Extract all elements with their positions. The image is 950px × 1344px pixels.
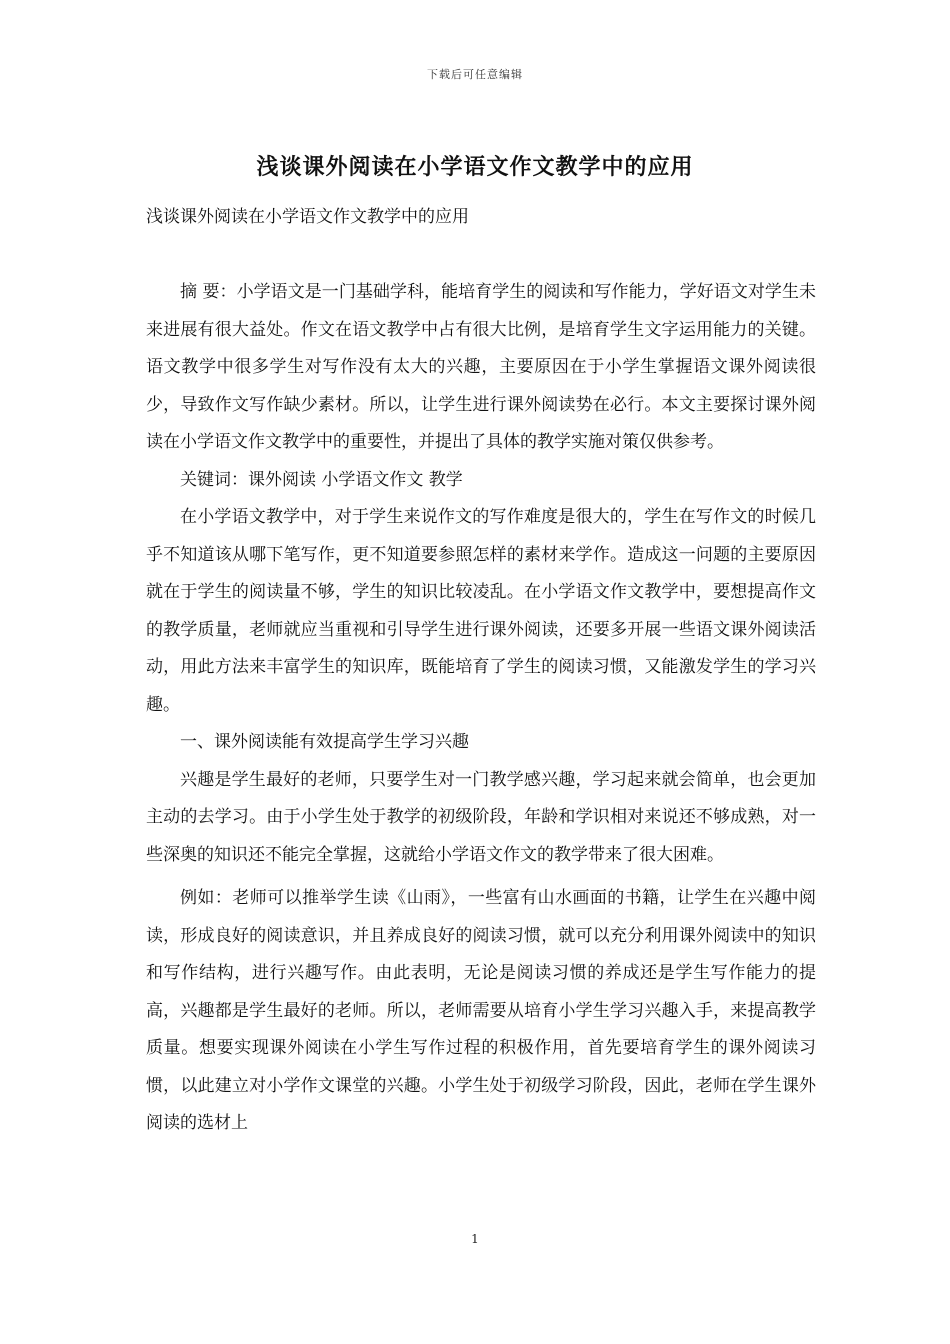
intro-paragraph: 在小学语文教学中，对于学生来说作文的写作难度是很大的，学生在写作文的时候几乎不知道该从哪下笔写作，更不知道要参照怎样的素材来学作。造成这一问题的主要原因就在于学生的阅读量不够，学生的知识比较凌乱。在小学语文作文教学中，要想提高作文的教学质量，老师就应当重视和引导学生进行课外阅读，还要多开展一些语文课外阅读活动，用此方法来丰富学生的知识库，既能培育了学生的阅读习惯，又能激发学生的学习兴趣。 [146, 507, 816, 715]
body-paragraph: 例如：老师可以推举学生读《山雨》，一些富有山水画面的书籍，让学生在兴趣中阅读，形成良好的阅读意识，并且养成良好的阅读习惯，就可以充分利用课外阅读中的知识和写作结构，进行兴趣写作。由此表明，无论是阅读习惯的养成还是学生写作能力的提高，兴趣都是学生最好的老师。所以，老师需要从培育小学生学习兴趣入手，来提高教学质量。想要实现课外阅读在小学生写作过程的积极作用，首先要培育学生的课外阅读习惯，以此建立对小学作文课堂的兴趣。小学生处于初级学习阶段，因此，老师在学生课外阅读的选材上 [146, 888, 816, 1133]
page-number: 1 [471, 1232, 479, 1246]
keywords-line: 关键词：课外阅读 小学语文作文 教学 [180, 469, 463, 490]
document-body [146, 199, 816, 1143]
document-title: 浅谈课外阅读在小学语文作文教学中的应用 [256, 154, 694, 180]
abstract-paragraph: 摘 要：小学语文是一门基础学科，能培育学生的阅读和写作能力，学好语文对学生未来进展有很大益处。作文在语文教学中占有很大比例，是培育学生文字运用能力的关键。语文教学中很多学生对写作没有太大的兴趣，主要原因在于小学生掌握语文课外阅读很少，导致作文写作缺少素材。所以，让学生进行课外阅读势在必行。本文主要探讨课外阅读在小学语文作文教学中的重要性，并提出了具体的教学实施对策仅供参考。 [146, 282, 816, 452]
section-heading: 一、课外阅读能有效提高学生学习兴趣 [180, 732, 469, 752]
blank-line [146, 237, 816, 275]
header-note: 下载后可任意编辑 [427, 68, 523, 81]
document-subtitle: 浅谈课外阅读在小学语文作文教学中的应用 [146, 207, 469, 227]
body-paragraph: 兴趣是学生最好的老师，只要学生对一门教学感兴趣，学习起来就会简单，也会更加主动的去学习。由于小学生处于教学的初级阶段，年龄和学识相对来说还不够成熟，对一些深奥的知识还不能完全掌握，这就给小学语文作文的教学带来了很大困难。 [146, 769, 816, 865]
